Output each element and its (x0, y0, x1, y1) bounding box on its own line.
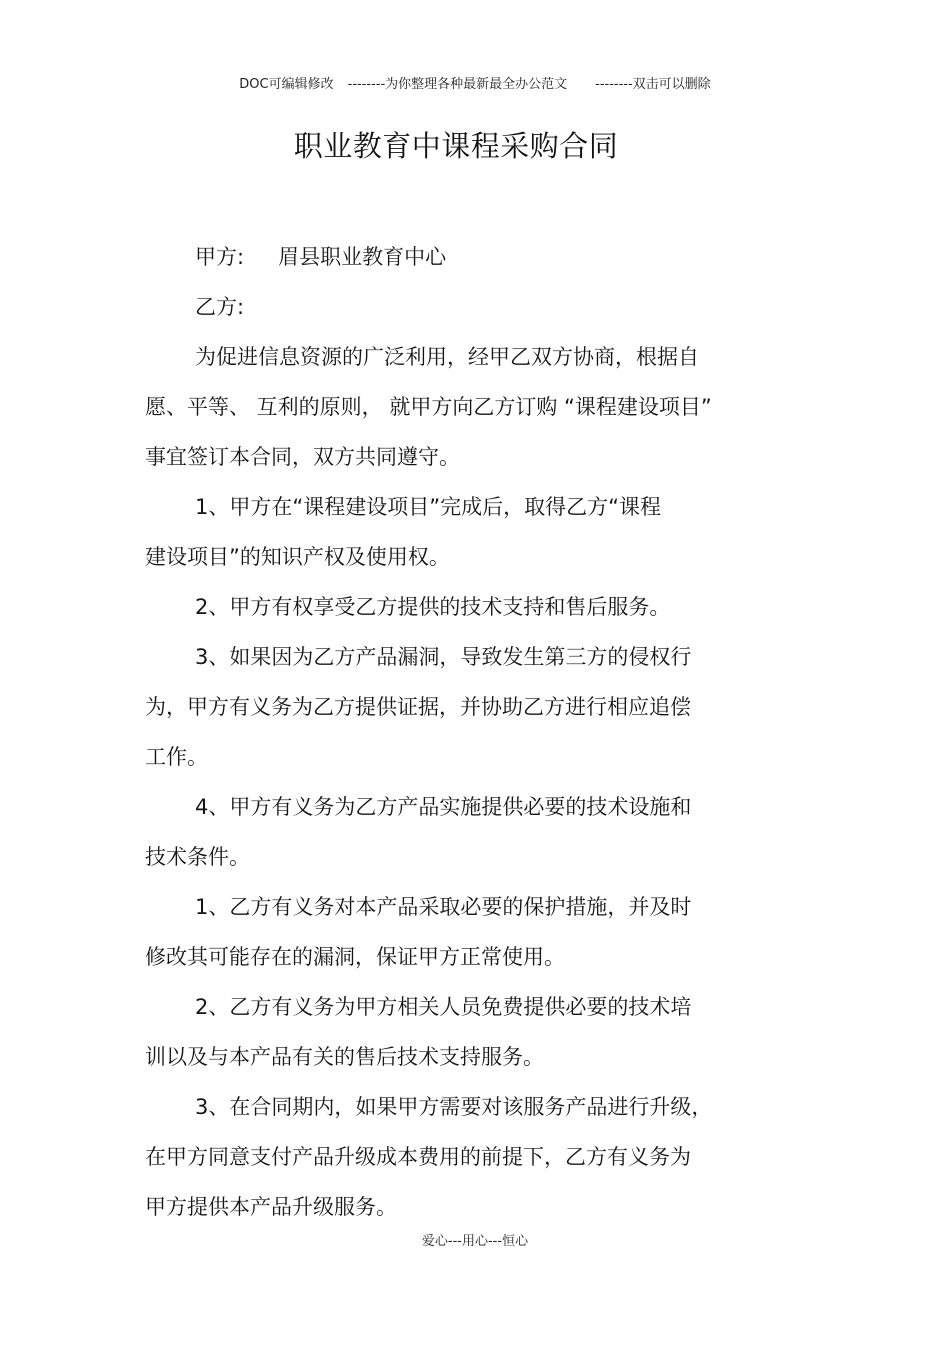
party-b-label: 乙方: (195, 295, 245, 319)
body-line: 2、乙方有义务为甲方相关人员免费提供必要的技术培 (195, 995, 692, 1019)
body-line: 甲方提供本产品升级服务。 (145, 1195, 397, 1219)
body-line: 在甲方同意支付产品升级成本费用的前提下，乙方有义务为 (145, 1145, 691, 1169)
header-doc-editable: DOC可编辑修改 (239, 77, 334, 92)
party-b-line (195, 293, 244, 321)
body-line: 为，甲方有义务为乙方提供证据，并协助乙方进行相应追偿 (145, 695, 691, 719)
body-line: 3、在合同期内，如果甲方需要对该服务产品进行升级， (195, 1095, 713, 1119)
body-line: 修改其可能存在的漏洞，保证甲方正常使用。 (145, 945, 565, 969)
document-title: 职业教育中课程采购合同 (293, 129, 619, 163)
body-line: 训以及与本产品有关的售后技术支持服务。 (145, 1045, 544, 1069)
body-line: 4、甲方有义务为乙方产品实施提供必要的技术设施和 (195, 795, 692, 819)
body-line: 1、甲方在“课程建设项目”完成后，取得乙方“课程 (195, 495, 661, 519)
body-line: 事宜签订本合同，双方共同遵守。 (145, 445, 460, 469)
body-line: 技术条件。 (145, 845, 250, 869)
page-footer: 爱心---用心---恒心 (421, 1234, 529, 1249)
body-line: 建设项目”的知识产权及使用权。 (145, 545, 450, 569)
body-line: 1、乙方有义务对本产品采取必要的保护措施，并及时 (195, 895, 692, 919)
body-line: 为促进信息资源的广泛利用，经甲乙双方协商，根据自 (195, 345, 699, 369)
party-a-label: 甲方: (195, 245, 245, 269)
body-line: 工作。 (145, 745, 208, 769)
header-double-click-delete: --------双击可以删除 (595, 77, 711, 92)
header-office-templates: --------为你整理各种最新最全办公范文 (347, 77, 568, 92)
body-line: 3、如果因为乙方产品漏洞，导致发生第三方的侵权行 (195, 645, 692, 669)
body-line: 愿、平等、 互利的原则， 就甲方向乙方订购 “课程建设项目” (145, 395, 712, 419)
body-line: 2、甲方有权享受乙方提供的技术支持和售后服务。 (195, 595, 671, 619)
party-a-line (195, 243, 446, 271)
page-header (0, 73, 950, 92)
party-a-name: 眉县职业教育中心 (278, 245, 447, 269)
